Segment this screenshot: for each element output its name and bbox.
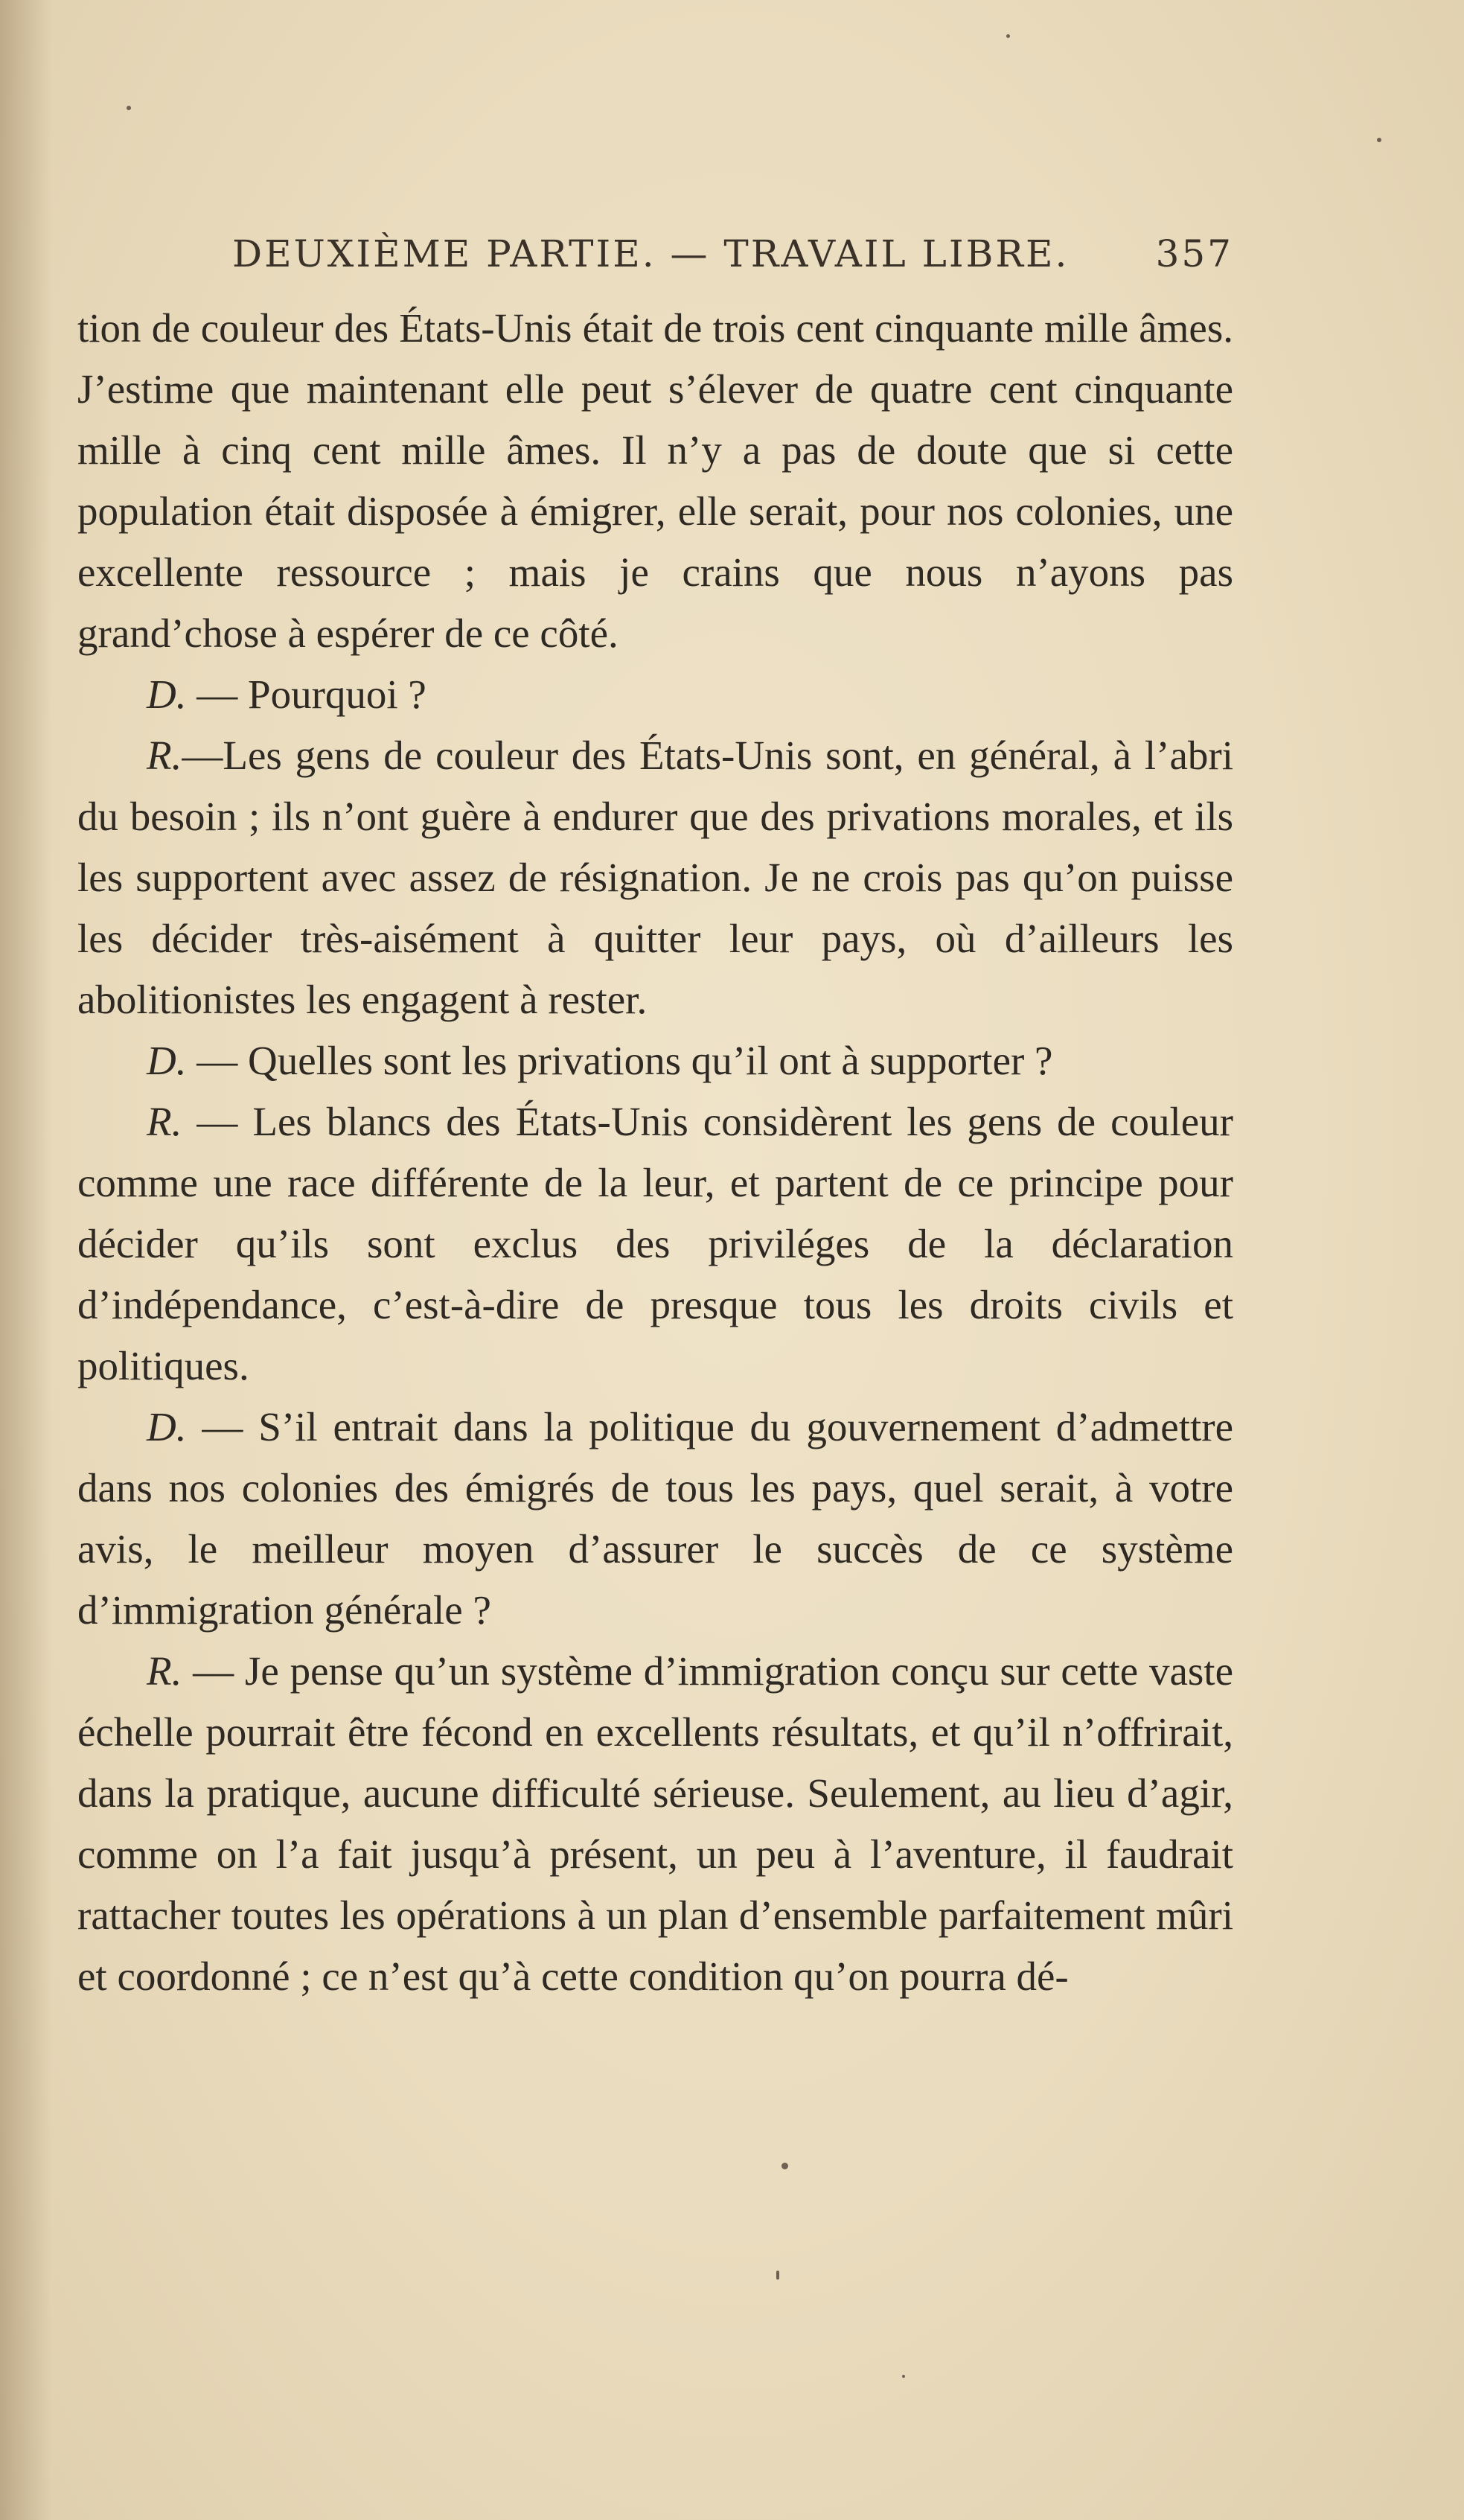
paragraph-text: — Je pense qu’un système d’immigration conçu sur cette vaste échelle pourrait être fécond en excellents résultats, et qu’il n’offrirait, dans la pratique, aucune difficulté sérieuse. Seulement, au lieu d’agir, comme on l’a fait jusqu’à présent, un peu à l’aventure, il faudrait rattacher toutes les opérations à un plan d’ensemble parfaitement mûri et coordonné ; ce n’est qu’à cette condition qu’on pourra dé- xyxy=(77,1648,1233,1999)
paper-speck xyxy=(902,2375,905,2378)
paragraph-text: — Pourquoi ? xyxy=(186,672,426,717)
running-head-title: DEUXIÈME PARTIE. — TRAVAIL LIBRE. xyxy=(232,232,1070,275)
body-text xyxy=(77,298,1233,2007)
paper-speck xyxy=(776,2271,779,2280)
paper-speck xyxy=(781,2163,788,2169)
paragraph-text: —Les gens de couleur des États-Unis sont, en général, à l’abri du besoin ; ils n’ont guère à endurer que des privations morales, et ils les supportent avec assez de résignation. Je ne crois pas qu’on puisse les décider très-aisément à quitter leur pays, où d’ailleurs les abolitionistes les engagent à rester. xyxy=(77,733,1233,1022)
speaker-label: D. xyxy=(147,1404,187,1449)
paper-speck xyxy=(1006,34,1010,38)
speaker-label: R. xyxy=(147,1099,182,1144)
speaker-label: D. xyxy=(147,1038,187,1083)
speaker-label: R. xyxy=(147,733,182,778)
paragraph-text: — Quelles sont les privations qu’il ont à supporter ? xyxy=(186,1038,1053,1083)
paper-speck xyxy=(1377,138,1381,142)
question-paragraph xyxy=(77,1030,1233,1091)
page-number: 357 xyxy=(1155,232,1233,275)
question-paragraph xyxy=(77,664,1233,725)
paragraph-continuation xyxy=(77,298,1233,664)
answer-paragraph xyxy=(77,1091,1233,1397)
running-head xyxy=(232,225,1233,284)
paragraph-text: — Les blancs des États-Unis considèrent les gens de couleur comme une race différente de la leur, et partent de ce principe pour décider qu’ils sont exclus des priviléges de la déclaration d’indépendance, c’est-à-dire de presque tous les droits civils et politiques. xyxy=(77,1099,1233,1388)
question-paragraph xyxy=(77,1397,1233,1641)
speaker-label: D. xyxy=(147,672,187,717)
paragraph-text: tion de couleur des États-Unis était de trois cent cinquante mille âmes. J’estime que maintenant elle peut s’élever de quatre cent cinquante mille à cinq cent mille âmes. Il n’y a pas de doute que si cette population était disposée à émigrer, elle serait, pour nos colonies, une excellente ressource ; mais je crains que nous n’ayons pas grand’chose à espérer de ce côté. xyxy=(77,305,1233,656)
answer-paragraph xyxy=(77,725,1233,1030)
paper-speck xyxy=(127,106,131,110)
answer-paragraph xyxy=(77,1641,1233,2007)
speaker-label: R. xyxy=(147,1648,182,1694)
paragraph-text: — S’il entrait dans la politique du gouvernement d’admettre dans nos colonies des émigrés de tous les pays, quel serait, à votre avis, le meilleur moyen d’assurer le succès de ce système d’immigration générale ? xyxy=(77,1404,1233,1633)
